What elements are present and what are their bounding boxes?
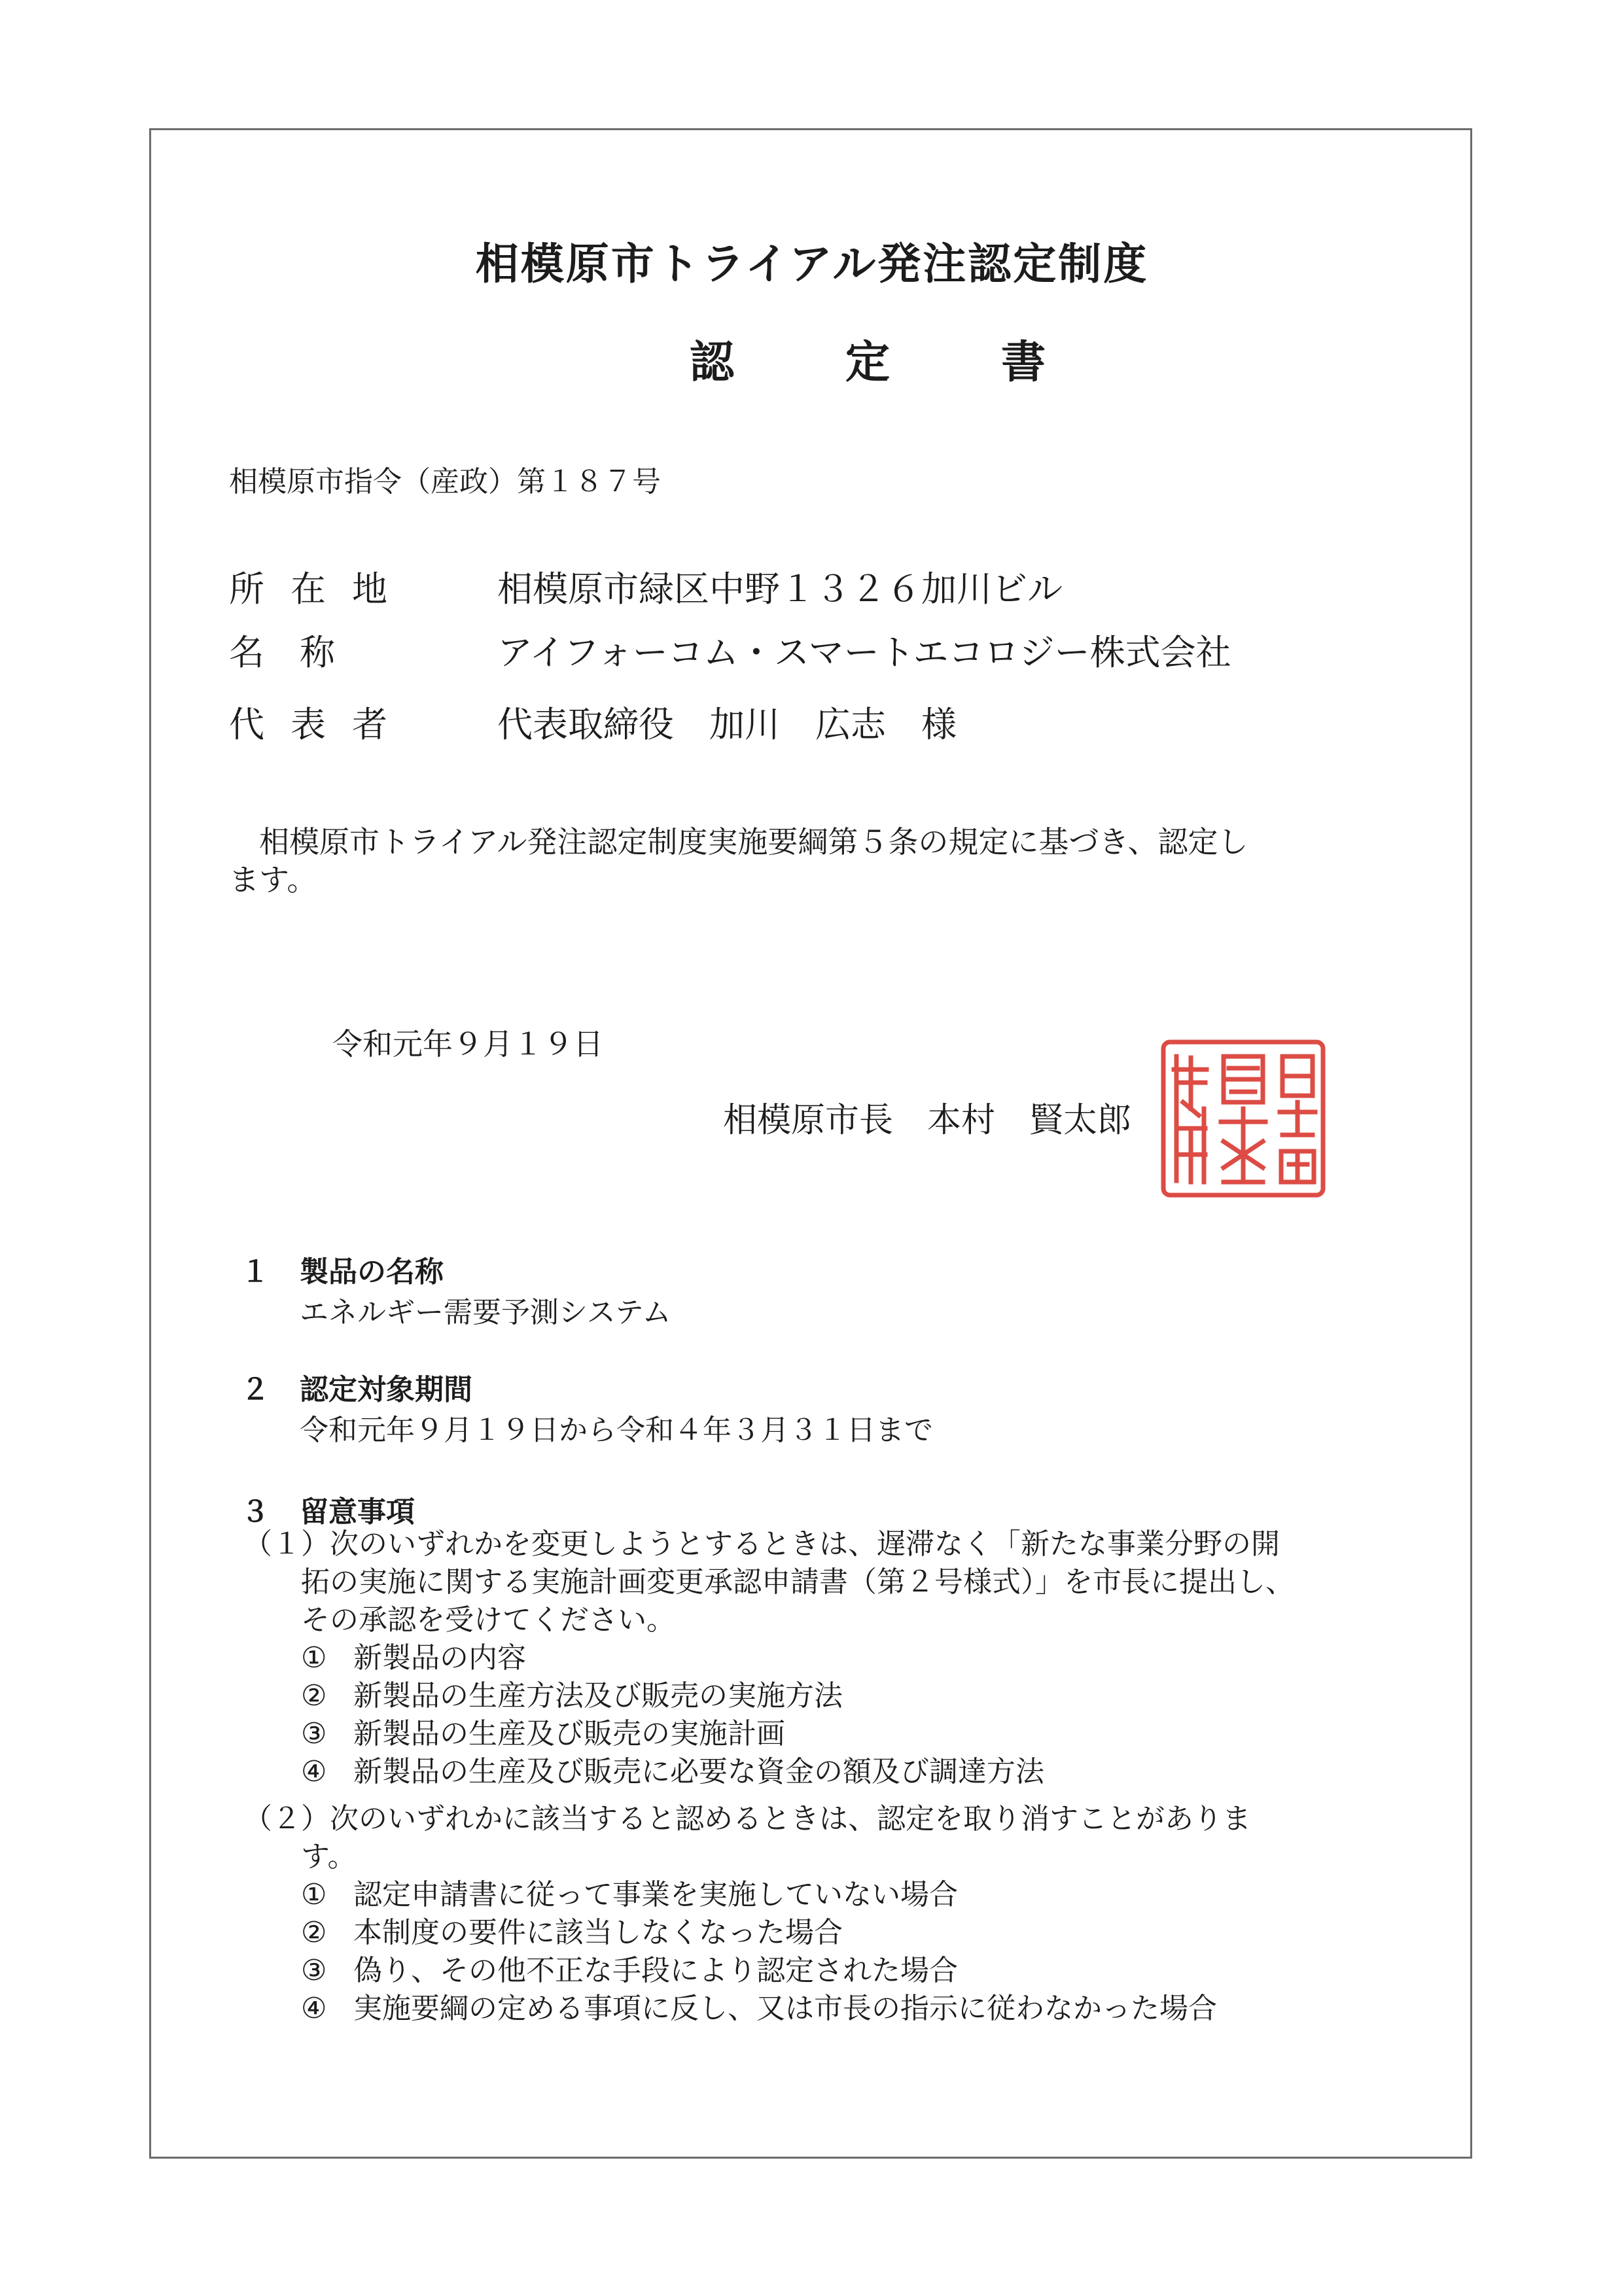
note-marker: （１） [243, 1527, 330, 1561]
location-label: 所在地 [229, 568, 414, 610]
note-text: 次のいずれかを変更しようとするときは、遅滞なく「新たな事業分野の開 [330, 1527, 1280, 1561]
document-subtitle: 認定書 [689, 337, 1157, 389]
item-text: 本制度の要件に該当しなくなった場合 [353, 1916, 843, 1949]
item-marker: ③ [301, 1954, 327, 1987]
statement-line: ます。 [229, 862, 317, 897]
section-number: ３ [241, 1495, 270, 1529]
certification-statement [229, 823, 1407, 899]
representative-label: 代表者 [229, 704, 414, 745]
note-text: 次のいずれかに該当すると認めるときは、認定を取り消すことがありま [330, 1802, 1251, 1835]
issue-date: 令和元年９月１９日 [332, 1026, 603, 1062]
statement-line: 相模原市トライアル発注認定制度実施要綱第５条の規定に基づき、認定し [229, 824, 1248, 860]
item-text: 新製品の生産及び販売の実施計画 [353, 1717, 785, 1750]
item-marker: ② [301, 1679, 327, 1713]
section-title-product-name: 製品の名称 [300, 1255, 444, 1289]
location-value: 相模原市緑区中野１３２６加川ビル [497, 568, 1063, 610]
note-text: その承認を受けてください。 [301, 1603, 675, 1637]
note-item [301, 1914, 1251, 1952]
item-marker: ③ [301, 1717, 327, 1750]
item-text: 新製品の生産方法及び販売の実施方法 [353, 1679, 843, 1713]
item-marker: ① [301, 1641, 327, 1675]
document-title: 相模原市トライアル発注認定制度 [475, 239, 1149, 289]
name-value: アイフォーコム・スマートエコロジー株式会社 [497, 632, 1231, 673]
item-text: 新製品の内容 [353, 1641, 526, 1675]
note-text: す。 [301, 1840, 357, 1873]
note-item [301, 1639, 1294, 1677]
representative-value: 代表取締役 加川 広志 様 [497, 704, 957, 745]
document-number: 相模原市指令（産政）第１８７号 [229, 465, 661, 498]
item-marker: ④ [301, 1755, 327, 1788]
note-item [301, 1952, 1251, 1990]
section-number: ２ [241, 1373, 270, 1406]
note-item [301, 1715, 1294, 1753]
note-text: 拓の実施に関する実施計画変更承認申請書（第２号様式）」を市長に提出し、 [301, 1565, 1294, 1599]
certification-period-value: 令和元年９月１９日から令和４年３月３１日まで [300, 1414, 933, 1447]
section-title-certification-period: 認定対象期間 [300, 1373, 472, 1406]
item-marker: ② [301, 1916, 327, 1949]
item-marker: ④ [301, 1992, 327, 2025]
note-item [301, 1677, 1294, 1715]
name-label: 名 称 [229, 632, 335, 673]
official-seal-stamp [1158, 1037, 1328, 1200]
note-2 [243, 1800, 1251, 2028]
product-name-value: エネルギー需要予測システム [300, 1296, 671, 1329]
section-number: １ [241, 1255, 270, 1289]
note-item [301, 1753, 1294, 1791]
mayor-signature-line: 相模原市長 本村 賢太郎 [723, 1101, 1132, 1140]
note-item [301, 1990, 1251, 2028]
note-item [301, 1876, 1251, 1914]
item-text: 新製品の生産及び販売に必要な資金の額及び調達方法 [353, 1755, 1044, 1788]
section-title-notes: 留意事項 [300, 1495, 415, 1529]
item-text: 実施要綱の定める事項に反し、又は市長の指示に従わなかった場合 [353, 1992, 1217, 2025]
note-1 [243, 1525, 1294, 1791]
note-marker: （２） [243, 1802, 330, 1835]
item-marker: ① [301, 1878, 327, 1911]
item-text: 偽り、その他不正な手段により認定された場合 [353, 1954, 958, 1987]
item-text: 認定申請書に従って事業を実施していない場合 [353, 1878, 958, 1911]
